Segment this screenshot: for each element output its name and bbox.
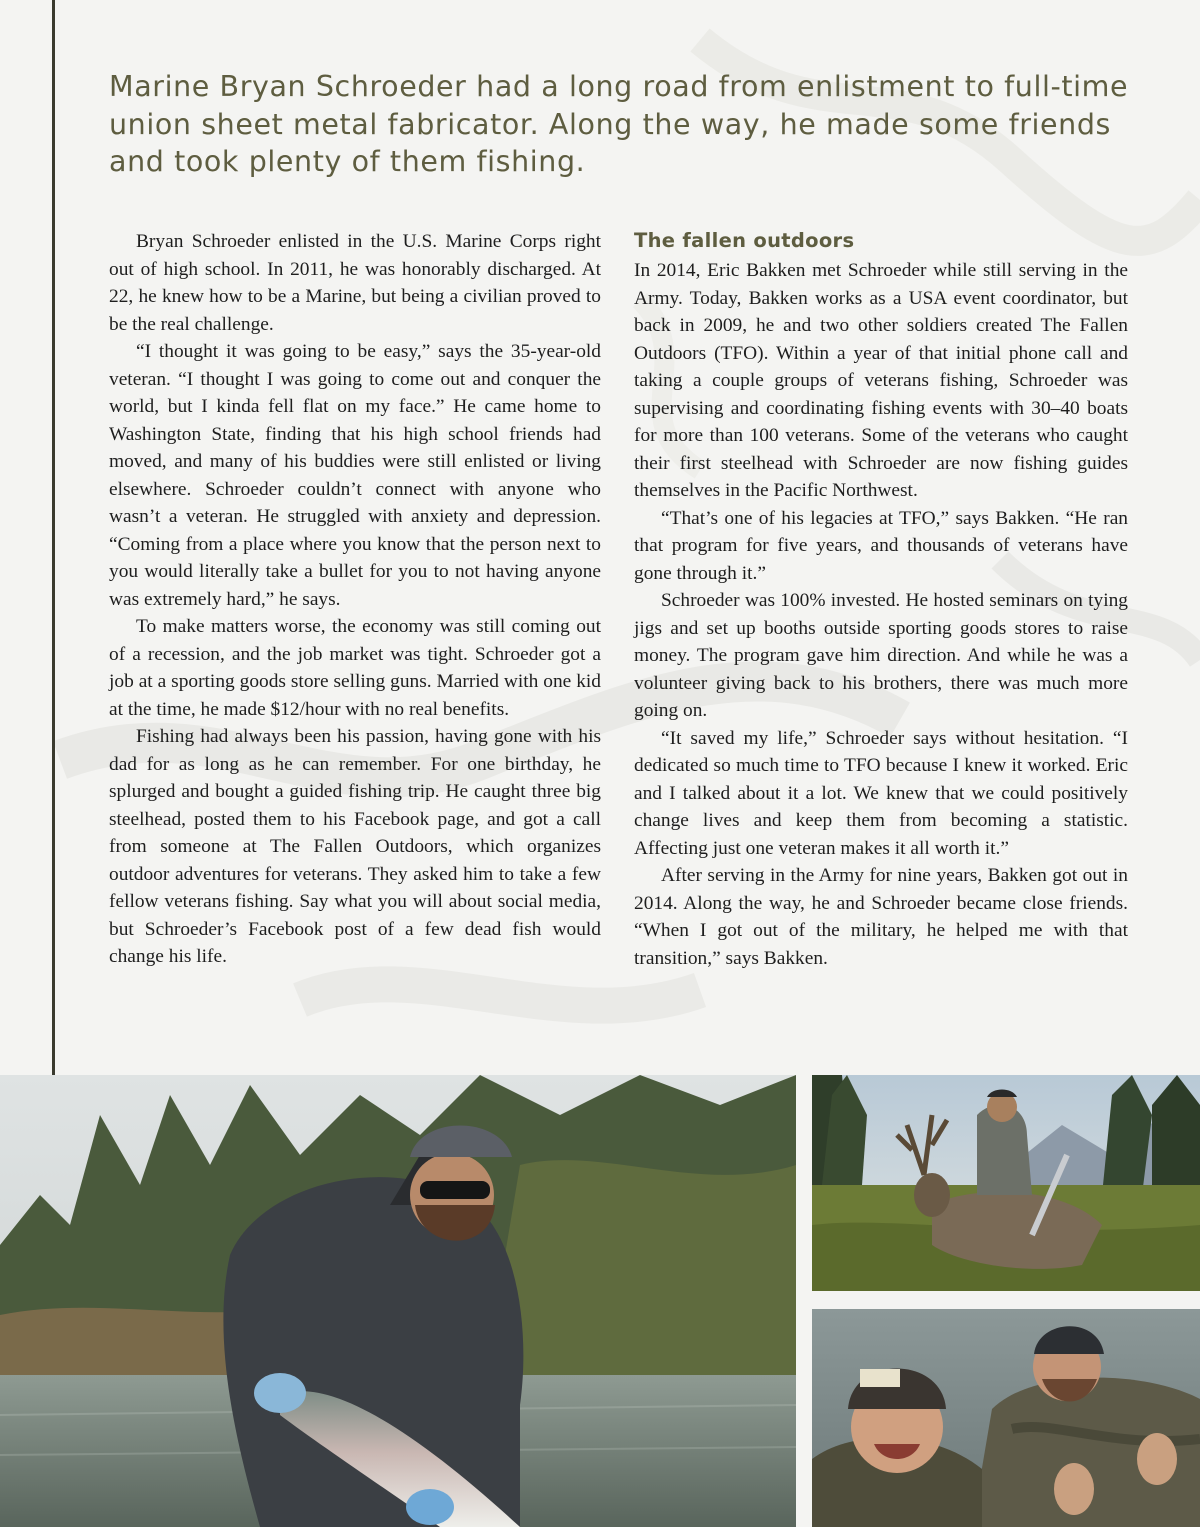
- left-column: [109, 228, 601, 971]
- paragraph: “It saved my life,” Schroeder says without hesitation. “I dedicated so much time to TFO because I knew it worked. Eric and I talked about it a lot. We knew that we could positively change lives and keep them from becoming a statistic. Affecting just one veteran makes it all worth it.”: [634, 727, 1128, 859]
- paragraph: Fishing had always been his passion, having gone with his dad for as long as he can remember. For one birthday, he splurged and bought a guided fishing trip. He caught three big steelhead, posted them to his Facebook page, and got a call from someone at The Fallen Outdoors, which organizes outdoor adventures for veterans. They asked him to take a few fellow veterans fishing. Say what you will about social media, but Schroeder’s Facebook post of a few dead fish would change his life.: [109, 726, 601, 967]
- right-column: [634, 228, 1128, 972]
- left-vertical-rule: [52, 0, 55, 1076]
- steelhead-fishing-photo: [0, 1075, 796, 1527]
- paragraph: “That’s one of his legacies at TFO,” says Bakken. “He ran that program for five years, and thousands of veterans have gone through it.”: [634, 507, 1128, 584]
- deer-hunting-photo: [812, 1075, 1200, 1291]
- section-subhead: The fallen outdoors: [634, 229, 855, 252]
- paragraph: Bryan Schroeder enlisted in the U.S. Marine Corps right out of high school. In 2011, he was honorably discharged. At 22, he knew how to be a Marine, but being a civilian proved to be the real challenge.: [109, 231, 601, 335]
- friends-boat-selfie-photo: [812, 1309, 1200, 1527]
- paragraph: To make matters worse, the economy was still coming out of a recession, and the job market was tight. Schroeder got a job at a sporting goods store selling guns. Married with one kid at the time, he made $12/hour with no real benefits.: [109, 616, 601, 720]
- article-deck: Marine Bryan Schroeder had a long road from enlistment to full-time union sheet metal fabricator. Along the way, he made some friends and took plenty of them fishing.: [109, 70, 1129, 178]
- paragraph: In 2014, Eric Bakken met Schroeder while still serving in the Army. Today, Bakken works as a USA event coordinator, but back in 2009, he and two other soldiers created The Fallen Outdoors (TFO). Within a year of that initial phone call and taking a couple groups of veterans fishing, Schroeder was supervising and coordinating fishing events with 30–40 boats for more than 100 veterans. Some of the veterans who caught their first steelhead with Schroeder are now fishing guides themselves in the Pacific Northwest.: [634, 260, 1128, 501]
- paragraph: After serving in the Army for nine years, Bakken got out in 2014. Along the way, he and Schroeder became close friends. “When I got out of the military, he helped me with that transition,” says Bakken.: [634, 865, 1128, 969]
- paragraph: “I thought it was going to be easy,” says the 35-year-old veteran. “I thought I was going to come out and conquer the world, but I kinda fell flat on my face.” He came home to Washington State, finding that his high school friends had moved, and many of his buddies were still enlisted or living elsewhere. Schroeder couldn’t connect with anyone who wasn’t a veteran. He struggled with anxiety and depression. “Coming from a place where you know that the person next to you would literally take a bullet for you to not having anyone was extremely hard,” he says.: [109, 341, 601, 610]
- paragraph: Schroeder was 100% invested. He hosted seminars on tying jigs and set up booths outside sporting goods stores to raise money. The program gave him direction. And while he was a volunteer giving back to his brothers, there was much more going on.: [634, 590, 1128, 721]
